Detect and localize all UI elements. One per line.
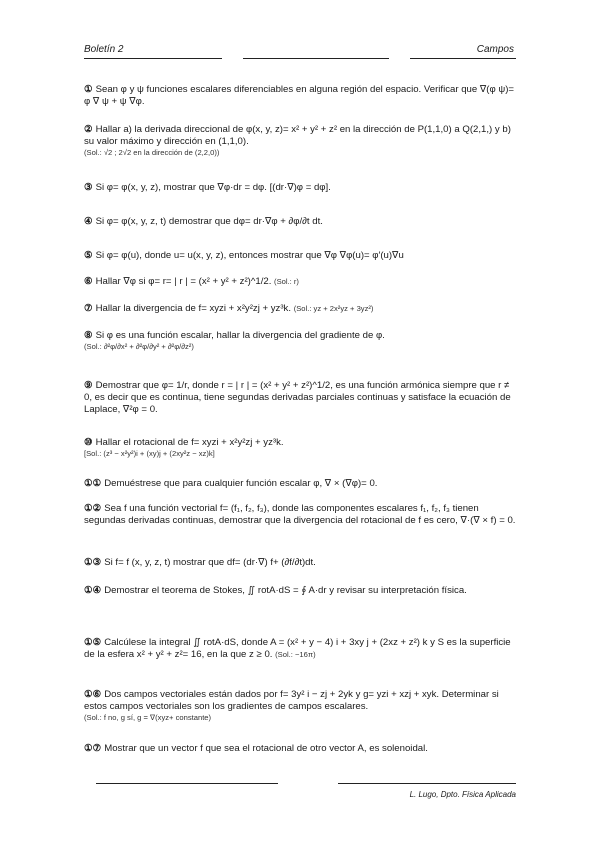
- problem-number: ①: [84, 84, 93, 95]
- problem-text: Si f= f (x, y, z, t) mostrar que df= (dr·∇) f+ (∂f/∂t)dt.: [104, 557, 316, 568]
- problem-17: [84, 743, 516, 755]
- problem-number: ⑨: [84, 380, 93, 391]
- problem-number: ⑩: [84, 437, 93, 448]
- problem-number: ①④: [84, 585, 102, 596]
- problem-text: Hallar ∇φ si φ= r= | r | = (x² + y² + z²)^1/2.: [95, 276, 272, 287]
- problem-number: ①⑦: [84, 743, 102, 754]
- footer-rule-right: [338, 783, 516, 784]
- problem-2: [84, 124, 516, 158]
- problem-14: [84, 585, 516, 597]
- problem-solution: (Sol.: ∂²φ/∂x² + ∂²φ/∂y² + ∂²φ/∂z²): [84, 342, 194, 351]
- problem-solution: (Sol.: r): [274, 277, 299, 286]
- problem-number: ②: [84, 124, 93, 135]
- problem-3: [84, 182, 516, 194]
- footer-credit: L. Lugo, Dpto. Física Aplicada: [409, 790, 516, 799]
- problem-text: Hallar a) la derivada direccional de φ(x, y, z)= x² + y² + z² en la dirección de P(1,1,0) a Q(2,1,) y b) su valor máximo y dirección en (1,1,0).: [84, 124, 511, 147]
- problem-number: ①②: [84, 503, 102, 514]
- problem-number: ③: [84, 182, 93, 193]
- problem-5: [84, 250, 516, 262]
- problem-text: Demuéstrese que para cualquier función escalar φ, ∇ × (∇φ)= 0.: [104, 478, 378, 489]
- problem-number: ⑥: [84, 276, 93, 287]
- problem-solution: [Sol.: (z³ − x²y²)i + (xy)j + (2xy²z − xz)k]: [84, 449, 215, 458]
- problem-13: [84, 557, 516, 569]
- problem-text: Sea f una función vectorial f= (f₁, f₂, f₃), donde las componentes escalares f₁, f₂, f₃ tienen segundas derivadas continuas, demostrar que la divergencia del rotacional de f es cero, ∇·(∇ × f) = 0.: [84, 503, 516, 526]
- problem-number: ⑦: [84, 303, 93, 314]
- problem-6: [84, 276, 516, 288]
- problem-text: Si φ es una función escalar, hallar la divergencia del gradiente de φ.: [95, 330, 385, 341]
- problem-9: [84, 380, 516, 416]
- problem-number: ⑤: [84, 250, 93, 261]
- header-left: Boletín 2: [84, 44, 124, 55]
- problem-10: [84, 437, 516, 459]
- problem-number: ⑧: [84, 330, 93, 341]
- problem-text: Demostrar el teorema de Stokes, ∬ rotA·dS = ∮ A·dr y revisar su interpretación física.: [104, 585, 467, 596]
- problem-solution: (Sol.: yz + 2x²yz + 3yz²): [293, 304, 374, 313]
- problem-text: Demostrar que φ= 1/r, donde r = | r | = (x² + y² + z²)^1/2, es una función armónica siempre que r ≠ 0, es decir que es continua, tiene segundas derivadas parciales continuas y satisface la ecuación de Laplace, ∇²φ = 0.: [84, 380, 511, 415]
- header-right: Campos: [476, 44, 514, 55]
- header-rule-right: [410, 58, 516, 59]
- problem-solution: (Sol.: −16π): [275, 650, 316, 659]
- problem-11: [84, 478, 516, 490]
- problem-solution: (Sol.: f no, g sí, g = ∇(xyz+ constante): [84, 713, 212, 722]
- problem-text: Calcúlese la integral ∬ rotA·dS, donde A = (x² + y − 4) i + 3xy j + (2xz + z²) k y S es la superficie de la esfera x² + y² + z²= 16, en la que z ≥ 0.: [84, 637, 511, 660]
- problem-text: Sean φ y ψ funciones escalares diferenciables en alguna región del espacio. Verificar que ∇(φ ψ)= φ ∇ ψ + ψ ∇φ.: [84, 84, 514, 107]
- footer-rule-left: [96, 783, 278, 784]
- problem-number: ④: [84, 216, 93, 227]
- problem-4: [84, 216, 516, 228]
- problem-number: ①①: [84, 478, 102, 489]
- problem-7: [84, 303, 516, 315]
- problem-12: [84, 503, 516, 527]
- problem-number: ①③: [84, 557, 102, 568]
- problem-text: Mostrar que un vector f que sea el rotacional de otro vector A, es solenoidal.: [104, 743, 428, 754]
- problem-1: [84, 84, 516, 108]
- problem-text: Dos campos vectoriales están dados por f= 3y² i − zj + 2yk y g= yzi + xzj + xyk. Determinar si estos campos vectoriales son los gradientes de campos escalares.: [84, 689, 499, 712]
- problem-number: ①⑥: [84, 689, 102, 700]
- problem-number: ①⑤: [84, 637, 102, 648]
- problem-text: Si φ= φ(x, y, z, t) demostrar que dφ= dr·∇φ + ∂φ/∂t dt.: [95, 216, 323, 227]
- problem-15: [84, 637, 516, 661]
- problem-16: [84, 689, 516, 723]
- problem-text: Si φ= φ(u), donde u= u(x, y, z), entonces mostrar que ∇φ ∇φ(u)= φ′(u)∇u: [95, 250, 404, 261]
- problem-text: Si φ= φ(x, y, z), mostrar que ∇φ·dr = dφ. [(dr·∇)φ = dφ].: [95, 182, 331, 193]
- problem-text: Hallar el rotacional de f= xyzi + x²y²zj + yz³k.: [95, 437, 284, 448]
- problem-solution: (Sol.: √2 ; 2√2 en la dirección de (2,2,0)): [84, 148, 220, 157]
- header-rule-center: [243, 58, 389, 59]
- problem-8: [84, 330, 516, 352]
- problem-text: Hallar la divergencia de f= xyzi + x²y²zj + yz³k.: [95, 303, 292, 314]
- header-rule-left: [84, 58, 222, 59]
